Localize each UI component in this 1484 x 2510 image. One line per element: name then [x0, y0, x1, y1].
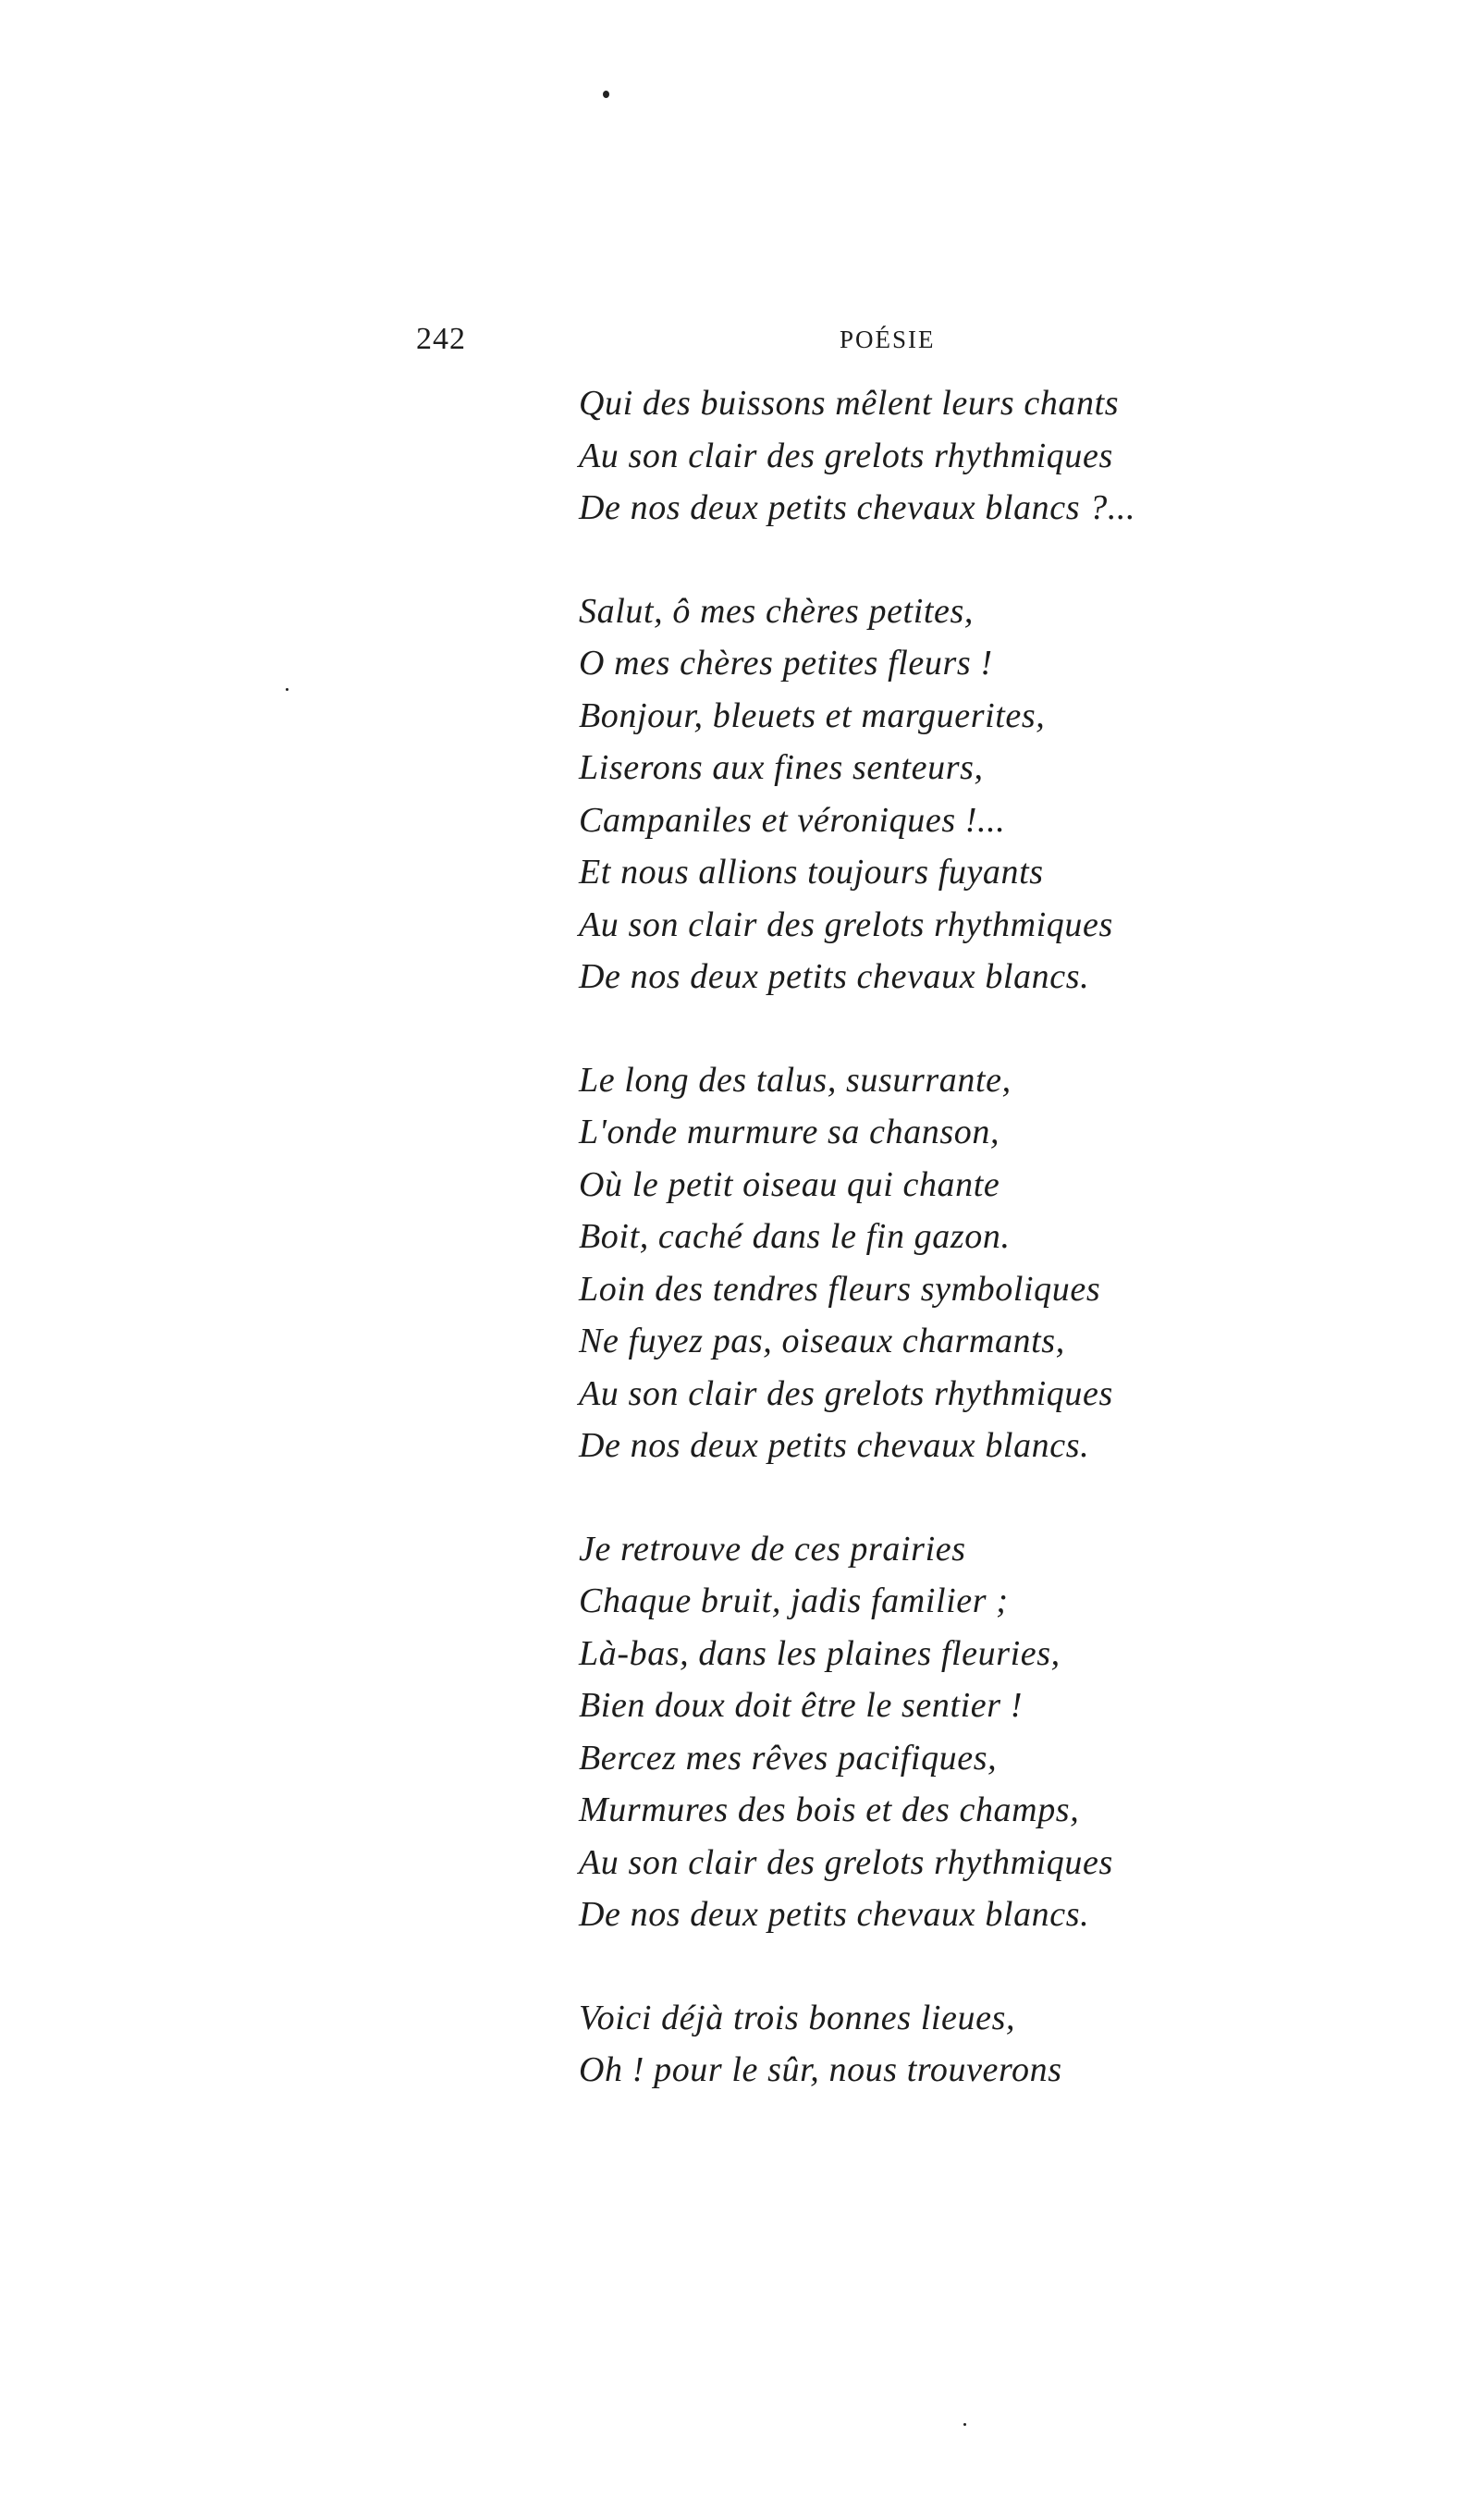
verse-line: Où le petit oiseau qui chante [579, 1164, 1000, 1204]
ink-speck [963, 2423, 966, 2426]
verse-line: O mes chères petites fleurs ! [579, 644, 993, 683]
verse-line: Chaque bruit, jadis familier ; [579, 1581, 1009, 1620]
verse-line: Salut, ô mes chères petites, [579, 591, 974, 631]
verse-line: Liserons aux fines senteurs, [579, 748, 984, 787]
verse-line: Bien doux doit être le sentier ! [579, 1686, 1023, 1725]
verse-line: Voici déjà trois bonnes lieues, [579, 1998, 1016, 2037]
verse-line: Oh ! pour le sûr, nous trouverons [579, 2050, 1062, 2089]
verse-line: Au son clair des grelots rhythmiques [579, 436, 1113, 475]
verse-line: Boit, caché dans le fin gazon. [579, 1217, 1011, 1256]
verse-line: Qui des buissons mêlent leurs chants [579, 384, 1120, 423]
verse-line: Et nous allions toujours fuyants [579, 853, 1044, 892]
verse-line: Je retrouve de ces prairies [579, 1529, 966, 1569]
verse-line: Loin des tendres fleurs symboliques [579, 1269, 1101, 1309]
verse-line: De nos deux petits chevaux blancs ?... [579, 488, 1136, 527]
verse-line: Le long des talus, susurrante, [579, 1060, 1012, 1100]
verse-line: Bercez mes rêves pacifiques, [579, 1738, 998, 1778]
verse-line: Campaniles et véroniques !... [579, 800, 1006, 840]
verse-line: Là-bas, dans les plaines fleuries, [579, 1633, 1061, 1673]
page-header [0, 322, 1484, 359]
verse-line: Murmures des bois et des champs, [579, 1790, 1080, 1829]
verse-line: Au son clair des grelots rhythmiques [579, 1842, 1113, 1882]
page-number: 242 [416, 322, 466, 356]
verse-line: Au son clair des grelots rhythmiques [579, 904, 1113, 944]
verse-line: Bonjour, bleuets et marguerites, [579, 695, 1046, 735]
stanza-3 [579, 1054, 1411, 1472]
running-title: POÉSIE [840, 326, 936, 353]
ink-speck [603, 91, 609, 98]
stanza-4 [579, 1523, 1411, 1941]
verse-line: L'onde murmure sa chanson, [579, 1113, 1000, 1151]
stanza-2 [579, 585, 1411, 1003]
verse-line: Au son clair des grelots rhythmiques [579, 1373, 1113, 1413]
ink-speck [286, 688, 288, 691]
stanza-1 [579, 377, 1411, 535]
verse-line: Ne fuyez pas, oiseaux charmants, [579, 1322, 1065, 1360]
verse-line: De nos deux petits chevaux blancs. [579, 957, 1090, 996]
poem [579, 377, 1411, 2147]
stanza-5 [579, 1992, 1411, 2097]
verse-line: De nos deux petits chevaux blancs. [579, 1426, 1090, 1465]
verse-line: De nos deux petits chevaux blancs. [579, 1895, 1090, 1934]
